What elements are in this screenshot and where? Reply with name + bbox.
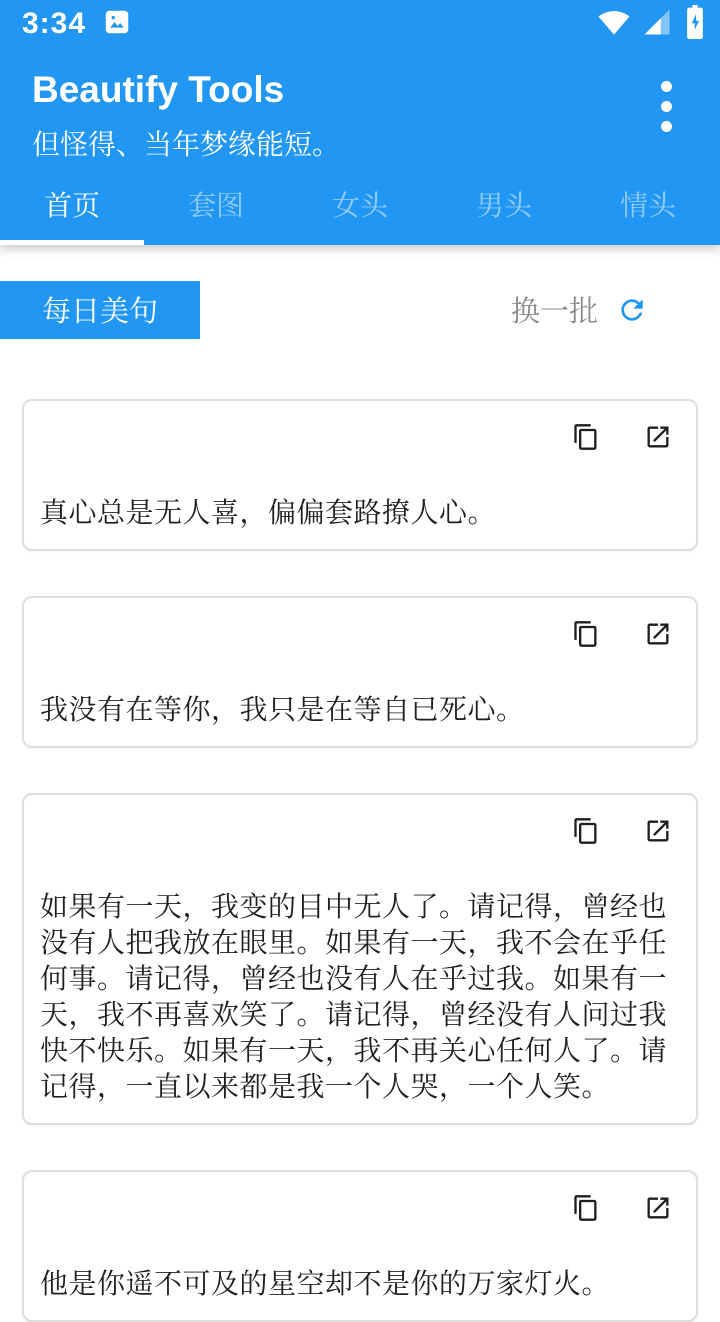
card-actions bbox=[40, 811, 676, 845]
copy-icon bbox=[572, 439, 600, 454]
refresh-label: 换一批 bbox=[510, 296, 598, 329]
app-bar bbox=[0, 48, 720, 163]
status-time: 3:34 bbox=[22, 7, 87, 40]
open-in-new-icon bbox=[644, 1210, 672, 1225]
refresh-button[interactable] bbox=[616, 294, 648, 326]
open-button[interactable] bbox=[644, 423, 672, 451]
card-actions bbox=[40, 417, 676, 451]
tab-female-avatars[interactable] bbox=[288, 163, 432, 245]
header-block bbox=[0, 0, 720, 245]
more-vert-icon bbox=[661, 81, 672, 92]
quote-text: 如果有一天，我变的目中无人了。请记得，曾经也没有人把我放在眼里。如果有一天，我不会在乎任何事。请记得，曾经也没有人在乎过我。如果有一天，我不再喜欢笑了。请记得，曾经没有人问过我快不快乐。如果有一天，我不再关心任何人了。请记得，一直以来都是我一个人哭，一个人笑。 bbox=[40, 890, 668, 1102]
copy-icon bbox=[572, 636, 600, 651]
tab-label: 女头 bbox=[331, 189, 388, 221]
overflow-menu-button[interactable] bbox=[646, 74, 686, 138]
cell-signal-icon bbox=[642, 7, 672, 42]
open-button[interactable] bbox=[644, 620, 672, 648]
open-in-new-icon bbox=[644, 833, 672, 848]
open-button[interactable] bbox=[644, 1194, 672, 1222]
quote-card bbox=[22, 1170, 698, 1322]
system-status-icons bbox=[598, 5, 706, 44]
tab-home[interactable] bbox=[0, 163, 144, 245]
refresh-icon bbox=[616, 314, 648, 329]
tab-label: 首页 bbox=[43, 189, 100, 221]
tab-label: 套图 bbox=[187, 189, 244, 221]
tab-bar bbox=[0, 163, 720, 245]
copy-button[interactable] bbox=[572, 817, 600, 845]
tab-couple-avatars[interactable] bbox=[576, 163, 720, 245]
quote-text: 真心总是无人喜，偏偏套路撩人心。 bbox=[40, 496, 497, 528]
copy-icon bbox=[572, 833, 600, 848]
copy-icon bbox=[572, 1210, 600, 1225]
copy-button[interactable] bbox=[572, 423, 600, 451]
open-in-new-icon bbox=[644, 439, 672, 454]
tab-label: 情头 bbox=[619, 189, 676, 221]
refresh-group bbox=[511, 289, 648, 330]
quote-text: 他是你遥不可及的星空却不是你的万家灯火。 bbox=[40, 1267, 611, 1299]
page-subtitle: 但怪得、当年梦缘能短。 bbox=[32, 128, 341, 160]
quote-text: 我没有在等你，我只是在等自已死心。 bbox=[40, 693, 525, 725]
tab-male-avatars[interactable] bbox=[432, 163, 576, 245]
copy-button[interactable] bbox=[572, 1194, 600, 1222]
daily-quotes-badge[interactable]: 每日美句 bbox=[0, 281, 200, 339]
active-tab-indicator bbox=[0, 240, 144, 245]
open-button[interactable] bbox=[644, 817, 672, 845]
tab-image-sets[interactable] bbox=[144, 163, 288, 245]
quote-card bbox=[22, 793, 698, 1125]
tab-label: 男头 bbox=[475, 189, 532, 221]
notification-icons bbox=[102, 7, 132, 42]
copy-button[interactable] bbox=[572, 620, 600, 648]
wifi-icon bbox=[598, 6, 630, 43]
card-actions bbox=[40, 1188, 676, 1222]
quote-card bbox=[22, 399, 698, 551]
quote-card-list bbox=[0, 399, 720, 1322]
card-actions bbox=[40, 614, 676, 648]
page-title: Beautify Tools bbox=[32, 69, 285, 110]
quote-card bbox=[22, 596, 698, 748]
image-notification-icon bbox=[102, 7, 132, 42]
battery-charging-icon bbox=[684, 5, 706, 44]
open-in-new-icon bbox=[644, 636, 672, 651]
daily-section-header bbox=[0, 281, 720, 339]
status-bar bbox=[0, 0, 720, 48]
